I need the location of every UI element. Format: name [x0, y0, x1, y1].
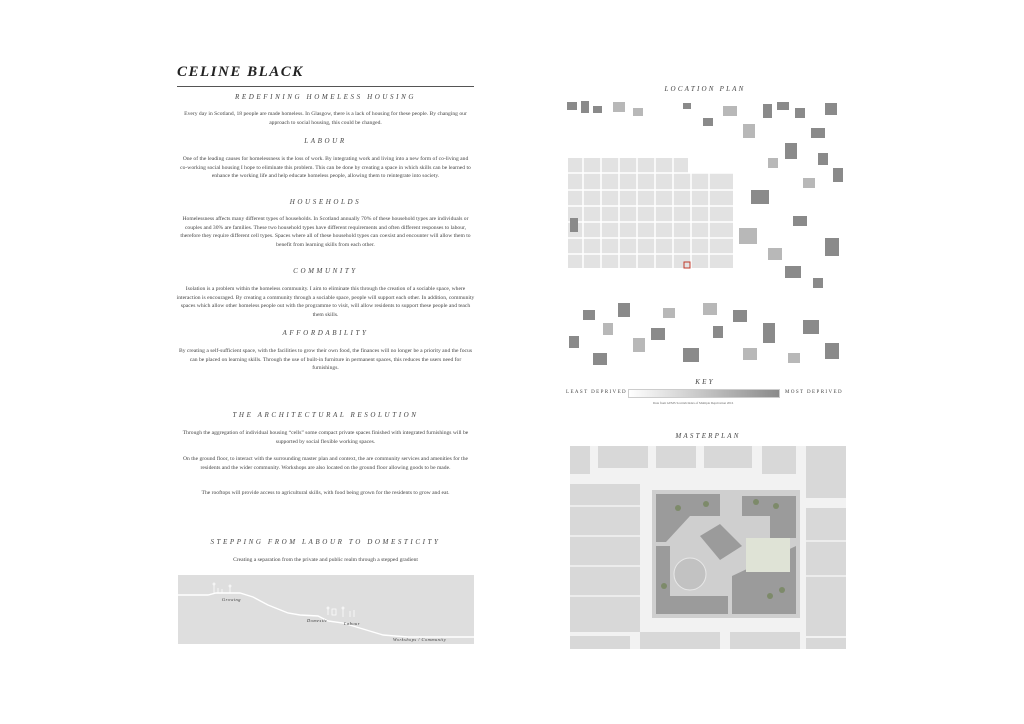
- section-diagram: [178, 575, 474, 644]
- title-rule: [177, 86, 474, 87]
- label-workshops: Workshops / Community: [393, 637, 447, 642]
- label-labour: Labour: [344, 621, 360, 626]
- courtyard-garden: [746, 538, 790, 572]
- masterplan-svg: [570, 446, 846, 649]
- key-title: KEY: [695, 378, 715, 386]
- key-most: MOST DEPRIVED: [785, 390, 843, 395]
- architectural-p1: Through the aggregation of individual housing “cells” some compact private spaces finished with integrated furnishings will be supported by social flexible working spaces.: [182, 430, 469, 445]
- households-heading: HOUSEHOLDS: [289, 198, 362, 206]
- community-heading: COMMUNITY: [293, 267, 358, 275]
- labour-body: One of the leading causes for homelessness is the loss of work. By integrating work and living into a new form of co-living and co-working social housing I hope to eliminate this problem. This can be done by creating a space in which skills can be learned to enhance the working life and help educate homeless people, allowing them to reintegrate into society.: [180, 156, 471, 180]
- circular-court: [674, 558, 706, 590]
- architectural-p3: The rooftops will provide access to agricultural skills, with food being grown for the residents to grow and eat.: [201, 490, 450, 496]
- labour-heading: LABOUR: [304, 137, 347, 145]
- households-body: Homelessness affects many different types of households. In Scotland annually 70% of these household types are individuals or couples and 30% are families. These two household types have different requirements and often different responses to labour, therefore they require different cell types. Spaces where all of these household types can coexist and encounter will allow them to benefit from learning skills from each other.: [180, 216, 471, 248]
- community-body: Isolation is a problem within the homeless community. I aim to eliminate this through the creation of a sociable space, where interaction is encouraged. By creating a community through a sociable space, people will support each other. In addition, community spaces which allow other homeless people out with the programme to visit, will allow residents to support these people and teach them skills.: [176, 286, 475, 318]
- architectural-heading: THE ARCHITECTURAL RESOLUTION: [232, 411, 419, 419]
- section-diagram-svg: [178, 575, 474, 644]
- masterplan-title: MASTERPLAN: [675, 432, 741, 440]
- location-plan-svg: [563, 98, 847, 374]
- key-gradient: [628, 389, 780, 398]
- stepping-heading: STEPPING FROM LABOUR TO DOMESTICITY: [210, 538, 441, 546]
- key-source: Data from GEMS Scottish Index of Multiple Deprivation 2016: [653, 401, 734, 405]
- label-domestic: Domestic: [307, 618, 328, 623]
- author-name: CELINE BLACK: [177, 64, 304, 80]
- stepping-caption: Creating a separation from the private and public realm through a stepped gradient: [233, 557, 418, 563]
- label-growing: Growing: [222, 597, 241, 602]
- masterplan-drawing: [570, 446, 846, 649]
- affordability-heading: AFFORDABILITY: [282, 329, 369, 337]
- key-least: LEAST DEPRIVED: [566, 390, 628, 395]
- architectural-p2: On the ground floor, to interact with the surrounding master plan and context, the are community services and amenities for the residents and the wider community. Workshops are also located on the ground floor allowing goods to be made.: [183, 456, 468, 471]
- affordability-body: By creating a self-sufficient space, with the facilities to grow their own food, the finances will no longer be a priority and the focus can be placed on learning skills. Through the use of built-in furniture in permanent spaces, this reduces the users need for furnishings.: [178, 348, 472, 372]
- intro-heading: REDEFINING HOMELESS HOUSING: [234, 93, 417, 101]
- intro-body: Every day in Scotland, 18 people are made homeless. In Glasgow, there is a lack of housing for these people. By changing our approach to social housing, this could be changed.: [184, 111, 467, 126]
- location-plan-title: LOCATION PLAN: [664, 85, 746, 93]
- location-plan-map: [563, 98, 847, 374]
- river: [563, 276, 847, 296]
